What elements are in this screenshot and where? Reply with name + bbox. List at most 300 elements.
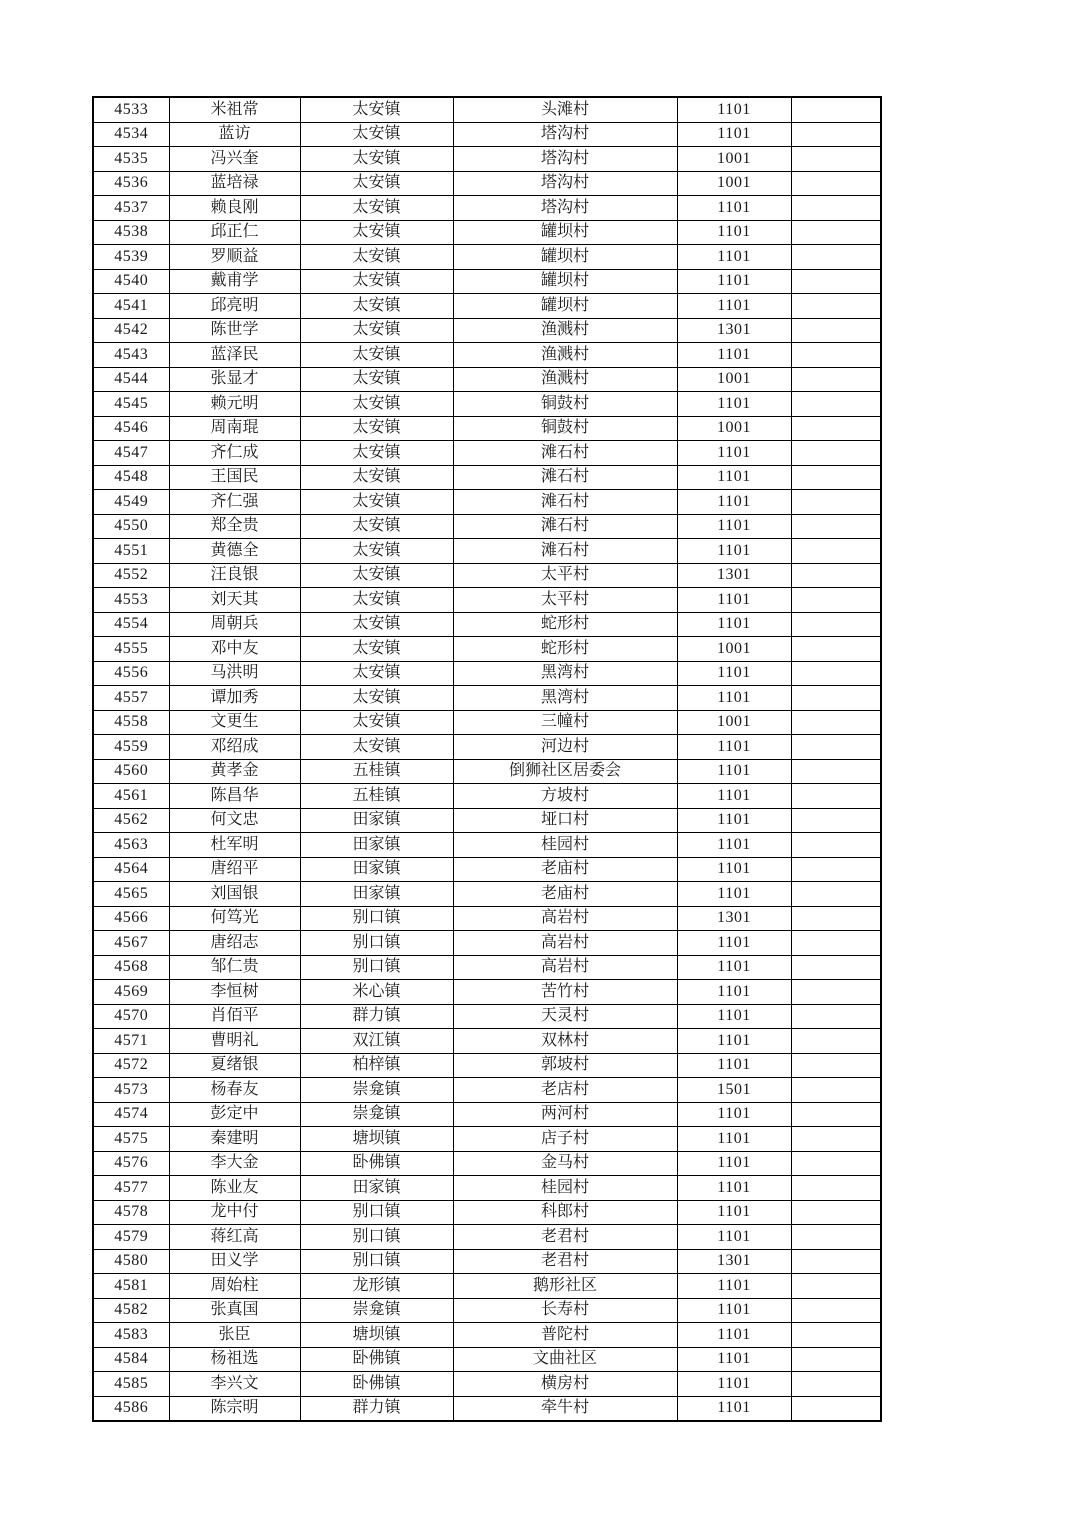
person-name-cell: 陈昌华 [169,784,300,809]
code-cell: 1101 [677,1102,791,1127]
seq-cell: 4563 [93,833,169,858]
seq-cell: 4569 [93,980,169,1005]
village-cell: 滩石村 [453,539,677,564]
blank-cell [791,735,881,760]
table-row [93,441,881,466]
person-name-cell: 文更生 [169,710,300,735]
table-row [93,97,881,122]
seq-cell: 4575 [93,1127,169,1152]
person-name-cell: 秦建明 [169,1127,300,1152]
town-cell: 崇龛镇 [300,1102,453,1127]
village-cell: 黑湾村 [453,661,677,686]
village-cell: 罐坝村 [453,245,677,270]
seq-cell: 4573 [93,1078,169,1103]
code-cell: 1101 [677,784,791,809]
blank-cell [791,441,881,466]
town-cell: 田家镇 [300,1176,453,1201]
village-cell: 两河村 [453,1102,677,1127]
village-cell: 双林村 [453,1029,677,1054]
blank-cell [791,759,881,784]
town-cell: 太安镇 [300,416,453,441]
code-cell: 1101 [677,1396,791,1421]
blank-cell [791,1200,881,1225]
code-cell: 1101 [677,441,791,466]
person-name-cell: 李兴文 [169,1372,300,1397]
table-row [93,269,881,294]
person-name-cell: 张真国 [169,1298,300,1323]
code-cell: 1101 [677,1176,791,1201]
village-cell: 老君村 [453,1249,677,1274]
table-row [93,245,881,270]
blank-cell [791,171,881,196]
code-cell: 1501 [677,1078,791,1103]
person-name-cell: 唐绍平 [169,857,300,882]
code-cell: 1301 [677,318,791,343]
code-cell: 1101 [677,220,791,245]
town-cell: 米心镇 [300,980,453,1005]
village-cell: 铜鼓村 [453,416,677,441]
code-cell: 1101 [677,245,791,270]
blank-cell [791,1004,881,1029]
blank-cell [791,833,881,858]
blank-cell [791,882,881,907]
seq-cell: 4554 [93,612,169,637]
person-name-cell: 陈业友 [169,1176,300,1201]
seq-cell: 4542 [93,318,169,343]
code-cell: 1101 [677,955,791,980]
person-name-cell: 戴甫学 [169,269,300,294]
blank-cell [791,1298,881,1323]
table-row [93,1078,881,1103]
blank-cell [791,1102,881,1127]
table-row [93,392,881,417]
code-cell: 1301 [677,563,791,588]
table-row [93,1176,881,1201]
town-cell: 太安镇 [300,97,453,122]
person-name-cell: 何文忠 [169,808,300,833]
village-cell: 老庙村 [453,857,677,882]
person-name-cell: 张显才 [169,367,300,392]
seq-cell: 4553 [93,588,169,613]
town-cell: 塘坝镇 [300,1323,453,1348]
person-name-cell: 夏绪银 [169,1053,300,1078]
blank-cell [791,147,881,172]
blank-cell [791,1078,881,1103]
code-cell: 1101 [677,1029,791,1054]
table-row [93,147,881,172]
blank-cell [791,563,881,588]
village-cell: 苦竹村 [453,980,677,1005]
table-row [93,1249,881,1274]
person-name-cell: 汪良银 [169,563,300,588]
blank-cell [791,784,881,809]
person-name-cell: 郑全贵 [169,514,300,539]
seq-cell: 4537 [93,196,169,221]
seq-cell: 4572 [93,1053,169,1078]
town-cell: 太安镇 [300,147,453,172]
blank-cell [791,245,881,270]
town-cell: 别口镇 [300,1249,453,1274]
seq-cell: 4545 [93,392,169,417]
village-cell: 滩石村 [453,490,677,515]
table-row [93,759,881,784]
town-cell: 太安镇 [300,367,453,392]
seq-cell: 4564 [93,857,169,882]
blank-cell [791,588,881,613]
town-cell: 太安镇 [300,735,453,760]
town-cell: 双江镇 [300,1029,453,1054]
table-row [93,1347,881,1372]
village-cell: 罐坝村 [453,269,677,294]
town-cell: 太安镇 [300,220,453,245]
person-name-cell: 曹明礼 [169,1029,300,1054]
village-cell: 方坡村 [453,784,677,809]
blank-cell [791,514,881,539]
person-name-cell: 齐仁成 [169,441,300,466]
village-cell: 高岩村 [453,906,677,931]
code-cell: 1101 [677,392,791,417]
table-row [93,220,881,245]
seq-cell: 4581 [93,1274,169,1299]
person-name-cell: 蒋红高 [169,1225,300,1250]
table-row [93,1298,881,1323]
table-row [93,833,881,858]
code-cell: 1301 [677,906,791,931]
seq-cell: 4541 [93,294,169,319]
village-cell: 罐坝村 [453,220,677,245]
village-cell: 垭口村 [453,808,677,833]
seq-cell: 4567 [93,931,169,956]
person-name-cell: 周朝兵 [169,612,300,637]
seq-cell: 4585 [93,1372,169,1397]
person-name-cell: 龙中付 [169,1200,300,1225]
person-name-cell: 李恒树 [169,980,300,1005]
code-cell: 1001 [677,637,791,662]
town-cell: 太安镇 [300,343,453,368]
village-cell: 文曲社区 [453,1347,677,1372]
person-name-cell: 罗顺益 [169,245,300,270]
town-cell: 太安镇 [300,171,453,196]
code-cell: 1101 [677,294,791,319]
village-cell: 高岩村 [453,955,677,980]
table-row [93,1274,881,1299]
blank-cell [791,637,881,662]
town-cell: 别口镇 [300,931,453,956]
seq-cell: 4574 [93,1102,169,1127]
code-cell: 1101 [677,1347,791,1372]
blank-cell [791,1127,881,1152]
code-cell: 1101 [677,97,791,122]
village-cell: 滩石村 [453,514,677,539]
table-row [93,1372,881,1397]
village-cell: 店子村 [453,1127,677,1152]
table-row [93,710,881,735]
code-cell: 1101 [677,1053,791,1078]
person-name-cell: 彭定中 [169,1102,300,1127]
code-cell: 1101 [677,1298,791,1323]
table-row [93,1151,881,1176]
seq-cell: 4559 [93,735,169,760]
seq-cell: 4565 [93,882,169,907]
table-row [93,857,881,882]
village-cell: 老庙村 [453,882,677,907]
town-cell: 田家镇 [300,857,453,882]
town-cell: 崇龛镇 [300,1298,453,1323]
town-cell: 田家镇 [300,808,453,833]
person-name-cell: 周始柱 [169,1274,300,1299]
person-name-cell: 陈世学 [169,318,300,343]
person-name-cell: 刘国银 [169,882,300,907]
code-cell: 1101 [677,196,791,221]
seq-cell: 4535 [93,147,169,172]
blank-cell [791,661,881,686]
town-cell: 别口镇 [300,1225,453,1250]
person-name-cell: 刘天其 [169,588,300,613]
code-cell: 1101 [677,1127,791,1152]
village-cell: 太平村 [453,563,677,588]
town-cell: 太安镇 [300,245,453,270]
table-row [93,686,881,711]
seq-cell: 4536 [93,171,169,196]
village-cell: 老店村 [453,1078,677,1103]
town-cell: 田家镇 [300,833,453,858]
seq-cell: 4560 [93,759,169,784]
village-cell: 黑湾村 [453,686,677,711]
roster-table [92,96,882,1422]
table-row [93,1225,881,1250]
code-cell: 1101 [677,661,791,686]
village-cell: 罐坝村 [453,294,677,319]
seq-cell: 4583 [93,1323,169,1348]
person-name-cell: 邓中友 [169,637,300,662]
blank-cell [791,1274,881,1299]
person-name-cell: 齐仁强 [169,490,300,515]
village-cell: 河边村 [453,735,677,760]
blank-cell [791,1396,881,1421]
village-cell: 蛇形村 [453,637,677,662]
table-row [93,931,881,956]
village-cell: 塔沟村 [453,147,677,172]
blank-cell [791,686,881,711]
seq-cell: 4577 [93,1176,169,1201]
blank-cell [791,1347,881,1372]
table-row [93,343,881,368]
code-cell: 1101 [677,1274,791,1299]
code-cell: 1101 [677,759,791,784]
village-cell: 三幢村 [453,710,677,735]
table-row [93,1200,881,1225]
table-row [93,661,881,686]
blank-cell [791,857,881,882]
blank-cell [791,808,881,833]
person-name-cell: 张臣 [169,1323,300,1348]
seq-cell: 4551 [93,539,169,564]
code-cell: 1101 [677,343,791,368]
town-cell: 龙形镇 [300,1274,453,1299]
person-name-cell: 邓绍成 [169,735,300,760]
code-cell: 1101 [677,931,791,956]
village-cell: 塔沟村 [453,171,677,196]
town-cell: 太安镇 [300,514,453,539]
town-cell: 别口镇 [300,1200,453,1225]
code-cell: 1001 [677,171,791,196]
code-cell: 1101 [677,1200,791,1225]
blank-cell [791,710,881,735]
code-cell: 1101 [677,1004,791,1029]
seq-cell: 4534 [93,122,169,147]
blank-cell [791,1225,881,1250]
table-row [93,637,881,662]
person-name-cell: 蓝访 [169,122,300,147]
code-cell: 1101 [677,612,791,637]
seq-cell: 4539 [93,245,169,270]
seq-cell: 4562 [93,808,169,833]
blank-cell [791,465,881,490]
town-cell: 太安镇 [300,710,453,735]
town-cell: 太安镇 [300,539,453,564]
person-name-cell: 杨祖选 [169,1347,300,1372]
seq-cell: 4578 [93,1200,169,1225]
village-cell: 金马村 [453,1151,677,1176]
seq-cell: 4580 [93,1249,169,1274]
table-row [93,882,881,907]
village-cell: 科郎村 [453,1200,677,1225]
person-name-cell: 蓝培禄 [169,171,300,196]
person-name-cell: 何笃光 [169,906,300,931]
table-row [93,1127,881,1152]
village-cell: 倒狮社区居委会 [453,759,677,784]
table-row [93,1396,881,1421]
person-name-cell: 黄孝金 [169,759,300,784]
table-row [93,563,881,588]
town-cell: 田家镇 [300,882,453,907]
person-name-cell: 米祖常 [169,97,300,122]
code-cell: 1001 [677,147,791,172]
person-name-cell: 邹仁贵 [169,955,300,980]
person-name-cell: 田义学 [169,1249,300,1274]
town-cell: 太安镇 [300,122,453,147]
code-cell: 1101 [677,1225,791,1250]
seq-cell: 4544 [93,367,169,392]
town-cell: 崇龛镇 [300,1078,453,1103]
village-cell: 桂园村 [453,1176,677,1201]
table-row [93,955,881,980]
town-cell: 五桂镇 [300,759,453,784]
person-name-cell: 陈宗明 [169,1396,300,1421]
person-name-cell: 杜军明 [169,833,300,858]
blank-cell [791,539,881,564]
village-cell: 鹅形社区 [453,1274,677,1299]
code-cell: 1101 [677,490,791,515]
village-cell: 桂园村 [453,833,677,858]
town-cell: 别口镇 [300,906,453,931]
table-row [93,784,881,809]
table-row [93,612,881,637]
table-row [93,416,881,441]
town-cell: 太安镇 [300,196,453,221]
village-cell: 太平村 [453,588,677,613]
village-cell: 天灵村 [453,1004,677,1029]
blank-cell [791,1249,881,1274]
table-row [93,808,881,833]
town-cell: 太安镇 [300,294,453,319]
blank-cell [791,612,881,637]
seq-cell: 4543 [93,343,169,368]
blank-cell [791,1053,881,1078]
blank-cell [791,980,881,1005]
seq-cell: 4552 [93,563,169,588]
code-cell: 1301 [677,1249,791,1274]
blank-cell [791,416,881,441]
town-cell: 别口镇 [300,955,453,980]
code-cell: 1101 [677,1372,791,1397]
seq-cell: 4549 [93,490,169,515]
person-name-cell: 王国民 [169,465,300,490]
code-cell: 1101 [677,833,791,858]
village-cell: 滩石村 [453,465,677,490]
person-name-cell: 黄德全 [169,539,300,564]
code-cell: 1101 [677,857,791,882]
person-name-cell: 蓝泽民 [169,343,300,368]
blank-cell [791,1372,881,1397]
village-cell: 渔溅村 [453,318,677,343]
seq-cell: 4586 [93,1396,169,1421]
blank-cell [791,220,881,245]
person-name-cell: 赖良刚 [169,196,300,221]
code-cell: 1101 [677,539,791,564]
table-row [93,539,881,564]
village-cell: 滩石村 [453,441,677,466]
blank-cell [791,490,881,515]
person-name-cell: 马洪明 [169,661,300,686]
village-cell: 铜鼓村 [453,392,677,417]
table-row [93,514,881,539]
seq-cell: 4576 [93,1151,169,1176]
village-cell: 长寿村 [453,1298,677,1323]
code-cell: 1101 [677,514,791,539]
code-cell: 1001 [677,367,791,392]
table-row [93,1102,881,1127]
blank-cell [791,931,881,956]
town-cell: 太安镇 [300,612,453,637]
code-cell: 1101 [677,269,791,294]
table-row [93,196,881,221]
person-name-cell: 赖元明 [169,392,300,417]
town-cell: 太安镇 [300,441,453,466]
blank-cell [791,906,881,931]
village-cell: 普陀村 [453,1323,677,1348]
code-cell: 1001 [677,710,791,735]
person-name-cell: 李大金 [169,1151,300,1176]
seq-cell: 4558 [93,710,169,735]
seq-cell: 4556 [93,661,169,686]
village-cell: 牵牛村 [453,1396,677,1421]
table-row [93,980,881,1005]
town-cell: 太安镇 [300,392,453,417]
table-row [93,490,881,515]
village-cell: 头滩村 [453,97,677,122]
table-row [93,1029,881,1054]
code-cell: 1101 [677,808,791,833]
seq-cell: 4579 [93,1225,169,1250]
person-name-cell: 冯兴奎 [169,147,300,172]
seq-cell: 4557 [93,686,169,711]
table-row [93,367,881,392]
seq-cell: 4550 [93,514,169,539]
seq-cell: 4547 [93,441,169,466]
town-cell: 塘坝镇 [300,1127,453,1152]
blank-cell [791,318,881,343]
